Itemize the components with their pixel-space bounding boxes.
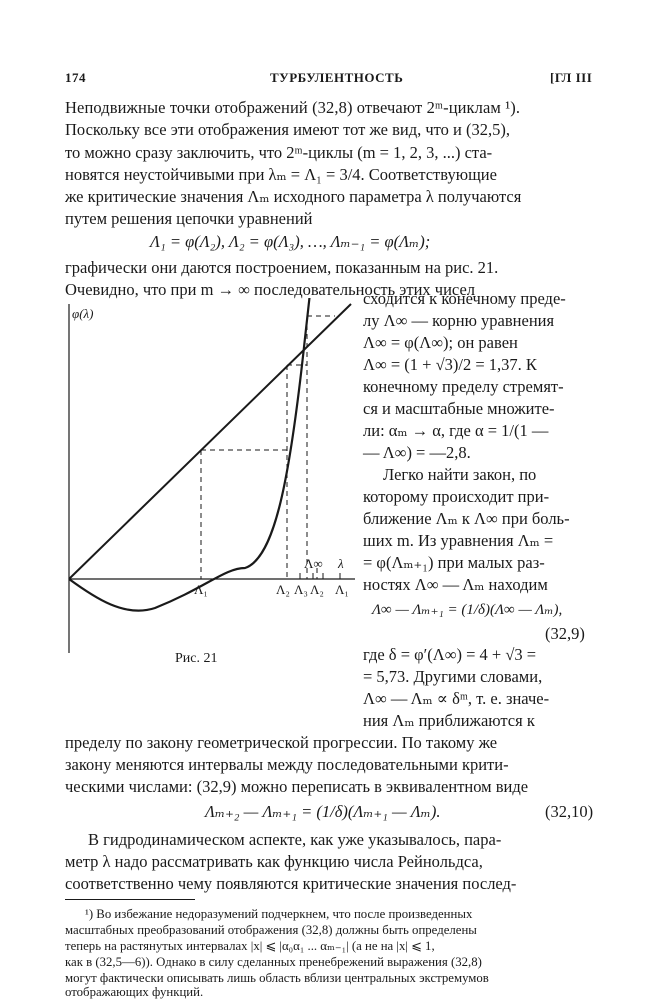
body-line: закону меняются интервалы между последовательными крити- [65, 755, 509, 774]
lambda1-label-right: Λ₁ [335, 582, 349, 597]
body-line: ческими числами: (32,9) можно переписать в эквивалентном виде [65, 777, 529, 796]
equation-32-10: Λₘ₊₂ — Λₘ₊₁ = (1/δ)(Λₘ₊₁ — Λₘ). [205, 802, 441, 821]
chapter-label: [ГЛ III [550, 70, 593, 85]
body-line: ли: αₘ → α, где α = 1/(1 — [363, 421, 549, 440]
lambda2-label: Λ₂ [276, 582, 290, 597]
footnote-line: масштабных преобразований отображения (32,8) должны быть определены [65, 923, 477, 937]
equation-32-9-display: Λ∞ — Λₘ₊₁ = (1/δ)(Λ∞ — Λₘ), [372, 602, 563, 618]
footnote-line: ¹) Во избежание недоразумений подчеркнем, что после произведенных [85, 907, 473, 921]
body-line: где δ = φ′(Λ∞) = 4 + √3 = [363, 645, 537, 664]
footnote-rule [65, 899, 195, 900]
body-line: ностях Λ∞ — Λₘ находим [363, 575, 548, 594]
footnote-line: могут фактически описывать лишь область вблизи центральных экстремумов [65, 971, 489, 985]
lambda1-label-left: Λ₁ [194, 582, 208, 597]
body-line: конечному пределу стремят- [363, 377, 564, 396]
body-line: Λ∞ = φ(Λ∞); он равен [363, 333, 518, 352]
equation-number: (32,9) [545, 624, 585, 643]
footnote-line: отображающих функций. [65, 985, 204, 999]
phi-curve [69, 298, 310, 611]
page-number: 174 [65, 70, 86, 85]
body-line: же критические значения Λₘ исходного параметра λ получаются [65, 187, 522, 206]
figure-21 [55, 298, 355, 658]
body-line: ния Λₘ приближаются к [363, 711, 535, 730]
body-line: ближение Λₘ к Λ∞ при боль- [363, 509, 570, 528]
equation-number: (32,10) [545, 802, 594, 821]
body-line: — Λ∞) = —2,8. [363, 443, 471, 462]
body-line: сходится к конечному преде- [363, 289, 566, 308]
body-line: В гидродинамическом аспекте, как уже указывалось, пара- [88, 830, 502, 849]
footnote-line: теперь на растянутых интервалах |x| ⩽ |α₀α₁ ... αₘ₋₁| (а не на |x| ⩽ 1, [65, 939, 435, 953]
y-axis-label: φ(λ) [72, 306, 94, 321]
body-line: лу Λ∞ — корню уравнения [363, 311, 555, 330]
body-line: новятся неустойчивыми при λₘ = Λ₁ = 3/4. Соответствующие [65, 165, 497, 184]
equation-chain: Λ₁ = φ(Λ₂), Λ₂ = φ(Λ₃), …, Λₘ₋₁ = φ(Λₘ); [150, 232, 431, 251]
diagonal-line [69, 304, 351, 579]
body-line: Легко найти закон, по [383, 465, 537, 484]
running-title: ТУРБУЛЕНТНОСТЬ [270, 70, 404, 85]
tick-marks [300, 573, 340, 579]
lambda-inf-label: Λ∞ [304, 556, 323, 571]
body-line: то можно сразу заключить, что 2ᵐ-циклы (m = 1, 2, 3, ...) ста- [65, 143, 493, 162]
body-line: Неподвижные точки отображений (32,8) отвечают 2ᵐ-циклам ¹). [65, 98, 521, 117]
figure-caption: Рис. 21 [175, 651, 218, 666]
footnote-line: как в (32,5—6)). Однако в силу сделанных пренебрежений выражения (32,8) [65, 955, 482, 969]
body-line: Очевидно, что при m → ∞ последовательность этих чисел [65, 280, 476, 299]
body-line: ся и масштабные множите- [363, 399, 555, 418]
lambda3-label: Λ₃ [294, 582, 308, 597]
body-line: соответственно чему появляются критические значения послед- [65, 874, 517, 893]
body-line: метр λ надо рассматривать как функцию числа Рейнольдса, [65, 852, 483, 871]
body-line: графически они даются построением, показанным на рис. 21. [65, 258, 499, 277]
body-line: Λ∞ = (1 + √3)/2 = 1,37. К [363, 355, 537, 374]
body-line: пределу по закону геометрической прогрессии. По такому же [65, 733, 498, 752]
body-line: путем решения цепочки уравнений [65, 209, 313, 228]
x-axis-label: λ [338, 556, 344, 571]
body-line: = 5,73. Другими словами, [363, 667, 543, 686]
body-line: Λ∞ — Λₘ ∝ δᵐ, т. е. значе- [363, 689, 550, 708]
body-line: которому происходит при- [363, 487, 550, 506]
body-line: ших m. Из уравнения Λₘ = [363, 531, 554, 550]
lambda2-label-b: Λ₂ [310, 582, 324, 597]
body-line: = φ(Λₘ₊₁) при малых раз- [363, 553, 545, 572]
body-line: Поскольку все эти отображения имеют тот же вид, что и (32,5), [65, 120, 510, 139]
